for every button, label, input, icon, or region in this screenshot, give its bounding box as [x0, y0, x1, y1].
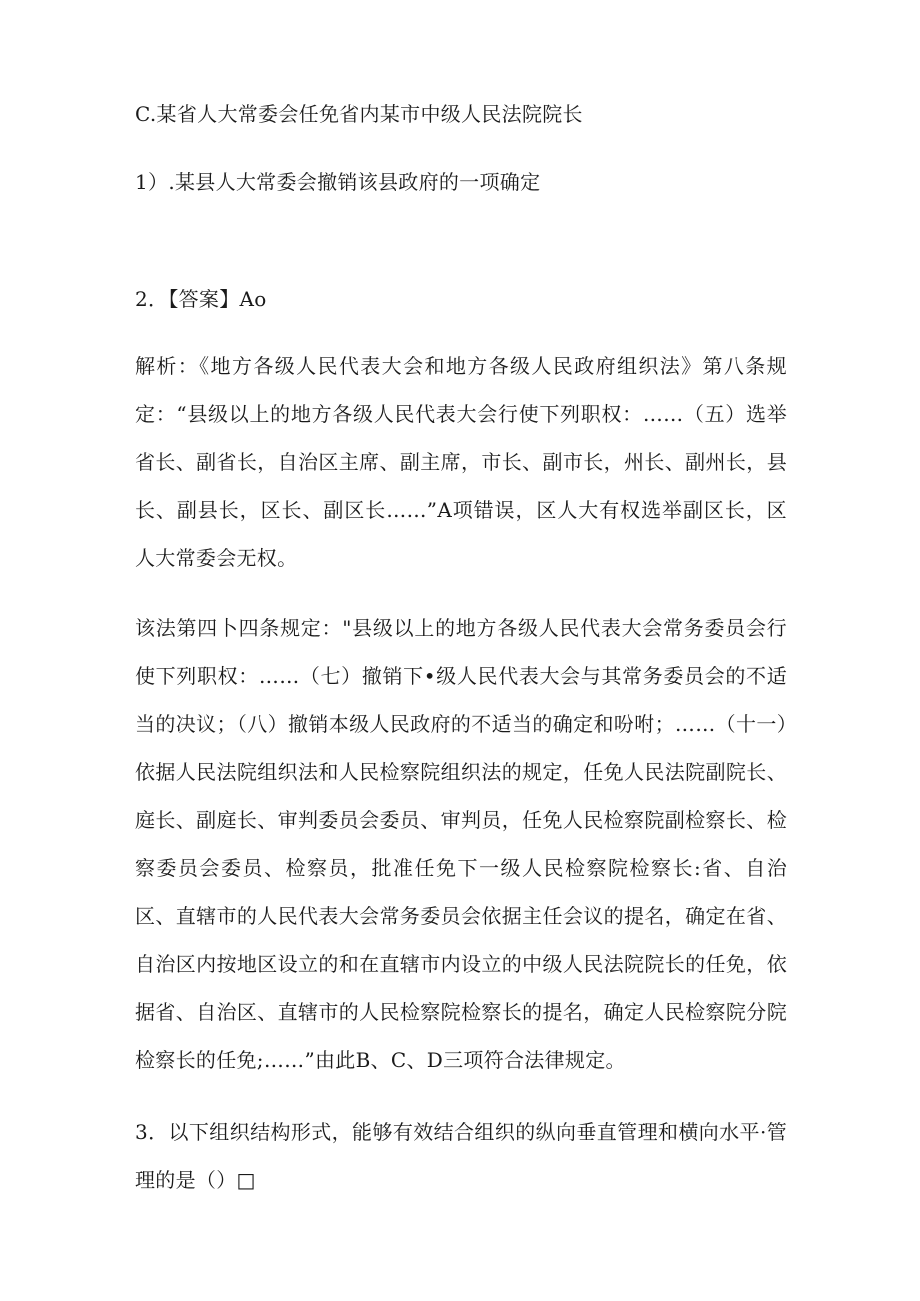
analysis-paragraph-2: 该法第四卜四条规定："县级以上的地方各级人民代表大会常务委员会行使下列职权：……（七）撤销下•级人民代表大会与其常务委员会的不适当的决议；（八）撤销本级人民政府的不适当的确定和吩咐；……（十一）依据人民法院组织法和人民检察院组织法的规定，任免人民法院副院长、庭长、副庭长、审判委员会委员、审判员，任免人民检察院副检察长、检察委员会委员、检察员，批准任免下一级人民检察院检察长:省、自治区、直辖市的人民代表大会常务委员会依据主任会议的提名，确定在省、自治区内按地区设立的和在直辖市内设立的中级人民法院院长的任免，依据省、自治区、直辖市的人民检察院检察长的提名，确定人民检察院分院检察长的任免;……”由此B、C、D三项符合法律规定。 [135, 616, 787, 1072]
analysis-paragraph-1: 解析：《地方各级人民代表大会和地方各级人民政府组织法》第八条规定：“县级以上的地方各级人民代表大会行使下列职权：……（五）选举省长、副省长，自治区主席、副主席，市长、副市长，州长、副州长，县长、副县长，区长、副区长……”A项错误，区人大有权选举副区长，区人大常委会无权。 [135, 354, 787, 570]
question-3-text: 3．以下组织结构形式，能够有效结合组织的纵向垂直管理和横向水平·管理的是（）□ [135, 1120, 787, 1192]
option-c-text: C.某省人大常委会任免省内某市中级人民法院院长 [135, 102, 583, 126]
question-2-answer: 2．【答案】Ao [135, 287, 267, 311]
option-d-text: 1）.某县人大常委会撤销该县政府的一项确定 [135, 170, 541, 194]
